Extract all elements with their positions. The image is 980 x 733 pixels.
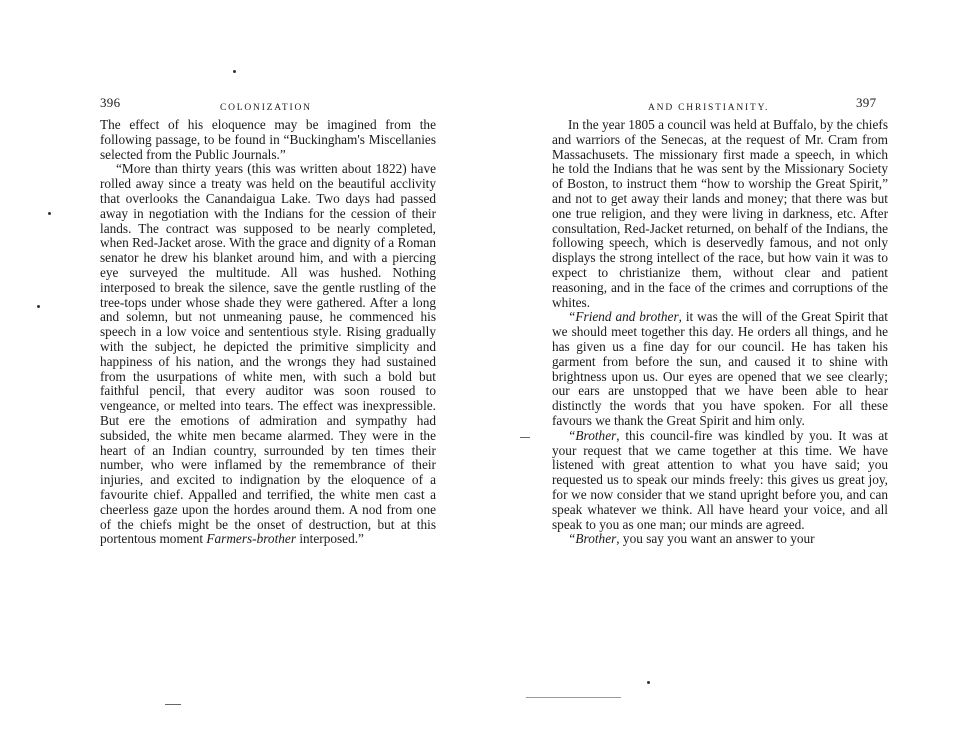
paragraph: “Friend and brother, it was the will of the Great Spirit that we should meet together this day. He orders all things, and he has given us a fine day for our council. He has taken his garment from before the sun, and caused it to shine with brightness upon us. Our eyes are opened that we see clearly; our ears are unstopped that we have been able to hear distinctly the words that you have spoken. For all these favours we thank the Great Spirit and him only. <box>552 309 888 428</box>
left-page-text <box>100 118 436 547</box>
left-running-head: COLONIZATION <box>220 103 312 113</box>
right-page <box>490 0 980 733</box>
scan-mark <box>520 437 530 438</box>
paragraph: In the year 1805 a council was held at Buffalo, by the chiefs and warriors of the Senecas, at the request of Mr. Cram from Massachusets. The missionary first made a speech, in which he told the Indians that he was sent by the Missionary Society of Boston, to instruct them “how to worship the Great Spirit,” and not to get away their lands and money; that there was but one true religion, and they were living in darkness, etc. After consultation, Red-Jacket returned, on behalf of the Indians, the following speech, which is deservedly famous, and not only displays the strong intellect of the race, but how vain it was to expect to christianize them, without clear and patient reasoning, and in the face of the crimes and corruptions of the whites. <box>552 117 888 310</box>
scan-mark <box>165 704 181 705</box>
paragraph: “Brother, this council-fire was kindled by you. It was at your request that we came together at this time. We have listened with great attention to what you have said; you requested us to speak our minds freely: this gives us great joy, for we now consider that we stand upright before you, and can speak whatever we think. All have heard your voice, and all speak to you as one man; our minds are agreed. <box>552 427 888 532</box>
left-page-number: 396 <box>100 95 121 110</box>
scan-speck <box>647 681 650 684</box>
right-page-text <box>552 118 888 547</box>
paragraph: The effect of his eloquence may be imagined from the following passage, to be found in “Buckingham's Miscellanies selected from the Public Journals.” <box>100 117 436 162</box>
italic-name: Farmers-brother <box>206 531 296 547</box>
scan-speck <box>37 305 40 308</box>
scan-speck <box>233 70 236 73</box>
paragraph: “More than thirty years (this was written about 1822) have rolled away since a treaty was held on the beautiful acclivity that overlooks the Canandaigua Lake. Two days had passed away in negotiation with the Indians for the cession of their lands. The contract was supposed to be nearly completed, when Red-Jacket arose. With the grace and dignity of a Roman senator he drew his blanket around him, and with a piercing eye surveyed the multitude. All was hushed. Nothing interposed to break the silence, save the gentle rustling of the tree-tops under whose shade they were gathered. After a long and solemn, but not unmeaning pause, he commenced his speech in a low voice and sententious style. Rising gradually with the subject, he depicted the primitive simplicity and happiness of his nation, and the wrongs they had sustained from the usurpations of white men, with such a bold but faithful pencil, that every auditor was soon roused to vengeance, or melted into tears. The effect was inexpressible. But ere the emotions of admiration and sympathy had subsided, the white men became alarmed. They were in the heart of an Indian country, surrounded by ten times their number, who were inflamed by the remembrance of their injuries, and excited to indignation by the eloquence of a favourite chief. Appalled and terrified, the white men cast a cheerless gaze upon the hordes around them. A nod from one of the chiefs might be the onset of destruction, but at this portentous moment Farmers-brother interposed.” <box>100 161 436 547</box>
paragraph: “Brother, you say you want an answer to your <box>568 531 815 547</box>
right-page-number: 397 <box>856 95 877 110</box>
scan-mark <box>526 697 621 698</box>
right-running-head: AND CHRISTIANITY. <box>648 103 770 113</box>
scan-speck <box>48 212 51 215</box>
